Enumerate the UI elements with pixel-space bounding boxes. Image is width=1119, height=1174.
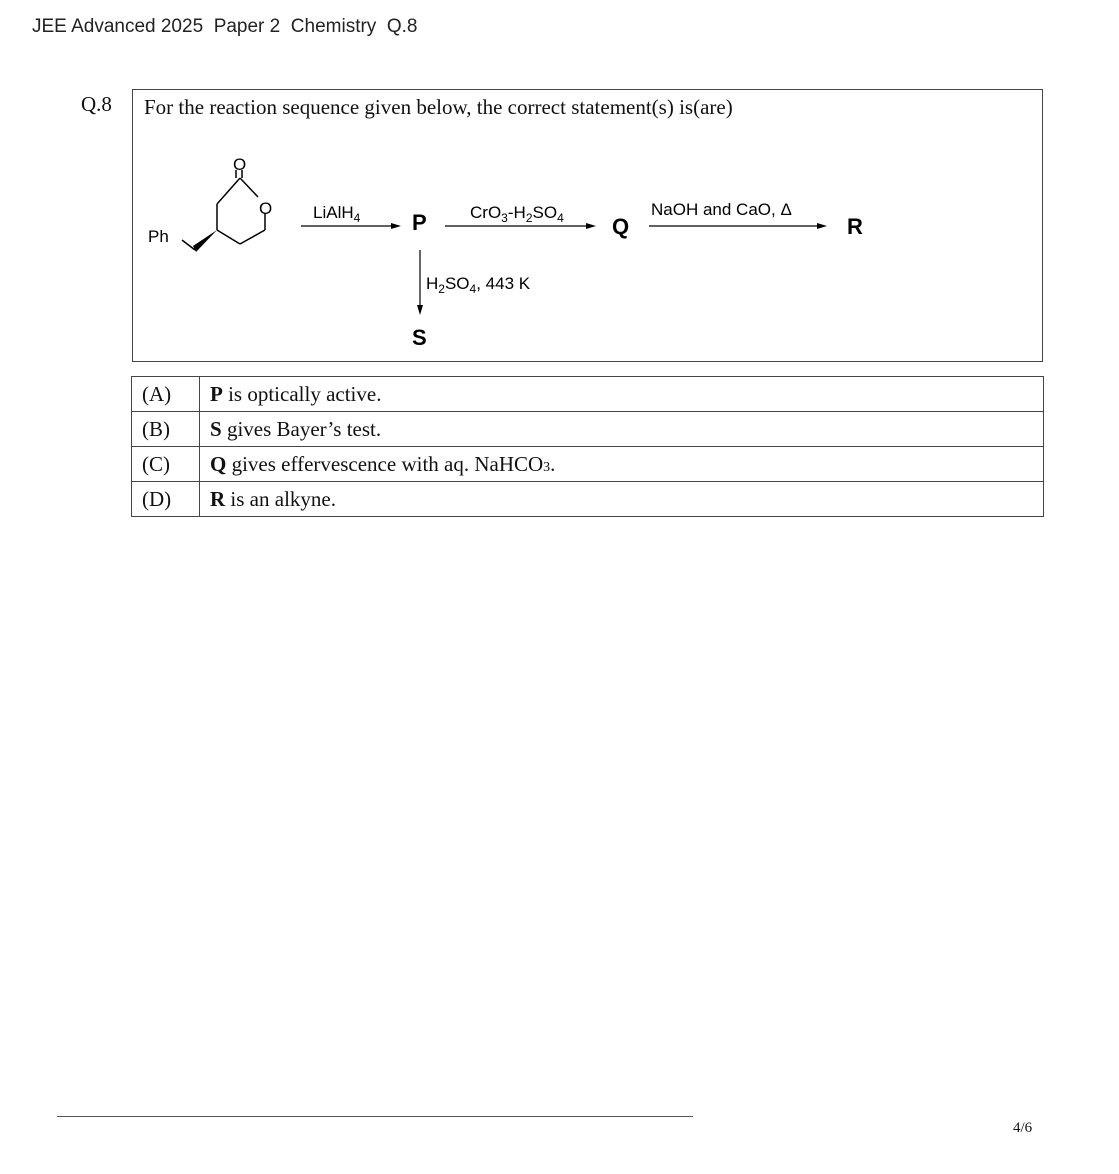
ring-oxygen: O [259,199,273,218]
option-row-c[interactable] [132,447,1044,482]
option-row-a[interactable] [132,377,1044,412]
product-p: P [412,210,427,235]
option-text [200,482,1044,517]
option-row-d[interactable] [132,482,1044,517]
reagent-h2so4-443k: $H_2SO_4$, 443 K [426,274,531,296]
phenyl-label: Ph [148,227,169,246]
option-statement: gives Bayer’s test. [221,416,382,441]
product-r: R [847,214,863,239]
option-text [200,447,1044,482]
option-label: (C) [132,447,200,482]
option-statement: is optically active. [222,381,382,406]
option-text [200,377,1044,412]
arrowhead-4 [417,305,423,315]
footer-divider [57,1116,693,1117]
option-statement: gives effervescence with aq. NaHCO [226,451,544,476]
option-label: (D) [132,482,200,517]
wedge-bond [193,230,217,252]
arrowhead-1 [391,223,401,229]
reaction-scheme [133,90,1042,361]
option-tail: . [550,451,556,476]
product-q: Q [612,214,630,239]
carbonyl-oxygen: O [233,155,247,174]
ring-bond-3 [217,230,240,244]
option-subscript: 3 [543,459,551,475]
option-text [200,412,1044,447]
reagent-cro3-h2so4: $CrO_3-H_2SO_4$ [470,203,564,225]
product-s: S [412,325,427,350]
page-header: JEE Advanced 2025 Paper 2 Chemistry Q.8 [32,16,418,37]
ph-bond [182,240,195,250]
question-number: Q.8 [81,92,112,116]
ring-bond-1 [217,178,240,204]
option-label: (A) [132,377,200,412]
ring-bond-4 [240,230,265,244]
question-box [132,89,1043,362]
option-row-b[interactable] [132,412,1044,447]
arrowhead-3 [817,223,827,229]
reagent-naoh-cao: NaOH and CaO, Δ [651,200,792,219]
option-subject: S [210,416,222,441]
lactone-structure [182,170,265,250]
option-subject: P [210,381,223,406]
option-statement: is an alkyne. [225,486,336,511]
option-subject: R [210,486,226,511]
reagent-lialh4: LiAlH$_4$ [313,203,361,225]
options-table [131,376,1044,517]
question-stem: For the reaction sequence given below, the correct statement(s) is(are) [144,95,733,119]
option-label: (B) [132,412,200,447]
option-subject: Q [210,451,227,476]
ring-bond-6 [240,178,258,197]
arrowhead-2 [586,223,596,229]
page-number: 4/6 [1013,1120,1033,1136]
